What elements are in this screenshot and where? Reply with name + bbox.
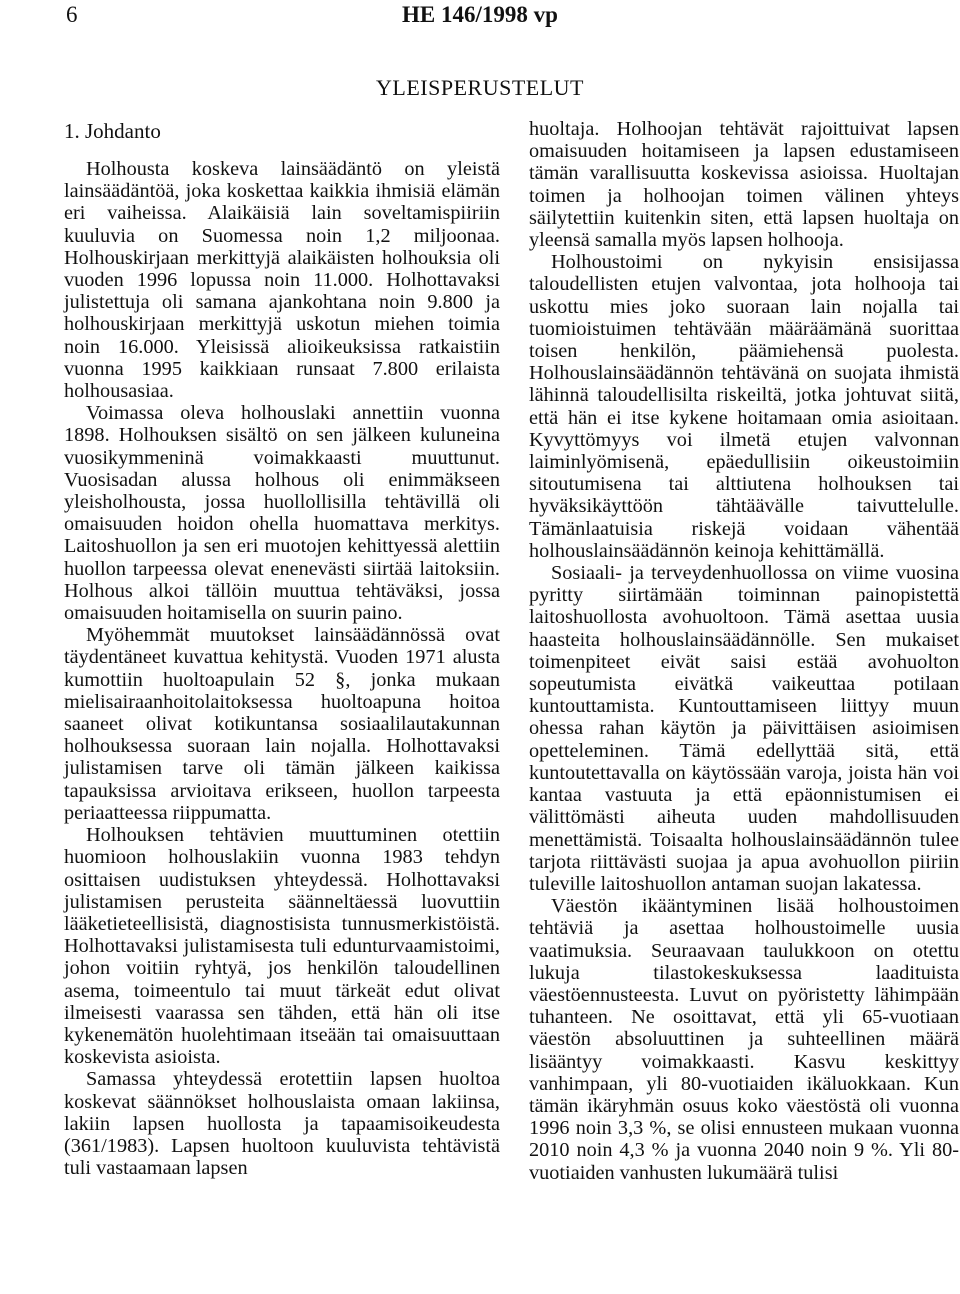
paragraph: Väestön ikääntyminen lisää holhoustoimen tehtäviä ja asettaa holhoustoimelle uusia vaatimuksia. Seuraavaan taulukkoon on otettu lukuja tilastokeskuksessa laadituista väestöennusteesta. Luvut on pyöristetty lähimpään tuhanteen. Ne osoittavat, että yli 65-vuotiaan väestön absoluuttinen ja suhteellinen määrä lisääntyy voimakkaasti. Kasvu keskittyy vanhimpaan, yli 80-vuotiaiden ikäluokkaan. Kun tämän ikäryhmän osuus koko väestöstä oli vuonna 1996 noin 3,3 %, se olisi ennusteen mukaan vuonna 2010 noin 4,3 % ja vuonna 2040 noin 9 %. Yli 80-vuotiaiden vanhusten lukumäärä tulisi <box>529 895 959 1184</box>
document-id: HE 146/1998 vp <box>402 2 558 27</box>
chapter-heading: 1. Johdanto <box>64 119 161 143</box>
section-title: YLEISPERUSTELUT <box>376 75 584 100</box>
paragraph: Holhoustoimi on nykyisin ensisijassa taloudellisten etujen valvontaa, jota holhooja tai uskottu mies joko suoraan lain nojalla tai tuomioistuimen tehtävään määräämänä suorittaa toisen henkilön, päämiehensä puolesta. Holhouslainsäädännön tehtävänä on suojata ihmistä lähinnä taloudellisilta riskeiltä, jotka johtuvat siitä, että hän ei itse kykene hoitamaan omia asioitaan. Kyvyttömyys voi ilmetä etujen valvonnan laiminlyömisenä, epäedullisiin oikeustoimiin sitoutumisena tai alttiutena holhouksen tai hyväksikäyttöön tähtäävälle taivuttelulle. Tämänlaatuisia riskejä voidaan vähentää holhouslainsäädännön keinoja kehittämällä. <box>529 251 959 562</box>
paragraph-continued: huoltaja. Holhoojan tehtävät rajoittuivat lapsen omaisuuden hoitamiseen ja lapsen edustamiseen tämän varallisuutta koskevissa asioissa. Huoltajan toimen ja holhoojan toimen välinen yhteys säilytettiin kuitenkin siten, että lapsen huoltaja on yleensä samalla myös lapsen holhooja. <box>529 118 959 252</box>
paragraph: Voimassa oleva holhouslaki annettiin vuonna 1898. Holhouksen sisältö on sen jälkeen kuluneina vuosikymmeninä voimakkaasti muuttunut. Vuosisadan alussa holhous oli enimmäkseen yleisholhousta, jossa huollollisilla tehtävillä oli omaisuuden hoidon ohella huomattava merkitys. Laitoshuollon ja sen eri muotojen kehittyessä alettiin huollon tarpeessa olevat enenevästi siirtää laitoksiin. Holhous alkoi tällöin muuttua tehtäväksi, jossa omaisuuden hoitamisella on suurin paino. <box>64 402 500 625</box>
paragraph: Samassa yhteydessä erotettiin lapsen huoltoa koskevat säännökset holhouslaista omaan lakiinsa, lakiin lapsen huollosta ja tapaamisoikeudesta (361/1983). Lapsen huoltoon kuuluvista tehtävistä tuli vastaamaan lapsen <box>64 1068 500 1180</box>
page-number: 6 <box>66 2 78 27</box>
paragraph: Holhousta koskeva lainsäädäntö on yleistä lainsäädäntöä, joka koskettaa kaikkia ihmisiä elämän eri vaiheissa. Alaikäisiä lain soveltamispiiriin kuuluvia on Suomessa noin 1,2 miljoonaa. Holhouskirjaan merkittyjä alaikäisten holhouksia oli vuoden 1996 lopussa noin 11.000. Holhottavaksi julistettuja oli samana ajankohtana noin 9.800 ja holhouskirjaan merkittyjä uskotun miehen toimia noin 16.000. Yleisissä alioikeuksissa ratkaistiin vuonna 1995 kaikkiaan runsaat 7.800 erilaista holhousasiaa. <box>64 158 500 403</box>
paragraph: Sosiaali- ja terveydenhuollossa on viime vuosina pyritty siirtämään toiminnan painopistettä laitoshuollosta avohuoltoon. Tämä asettaa uusia haasteita holhouslainsäädännölle. Sen mukaiset toimenpiteet eivät saisi estää avohuolton sopeutumista eivätkä vaikeuttaa potilaan kuntouttamista. Kuntouttamiseen liittyy muun ohessa rahan käytön ja päivittäisen asioimisen opetteleminen. Tämä edellyttää sitä, että kuntoutettavalla on käytössään varoja, joista hän voi kantaa vastuuta ja että epäonnistumisen ei välittömästi aiheuta uuden mahdollisuuden menettämistä. Toisaalta holhouslainsäädännön tulee tarjota riittävästi suojaa ja apua avohuollon piiriin tuleville laitoshuollon antaman suojan lakatessa. <box>529 562 959 895</box>
paragraph: Myöhemmät muutokset lainsäädännössä ovat täydentäneet kuvattua kehitystä. Vuoden 1971 alusta kumottiin huoltoapulain 52 §, jonka mukaan mielisairaanhoitolaitoksessa huoltoapuna hoitoa saaneet olivat kotikuntansa sosiaalilautakunnan holhouksessa suoraan lain nojalla. Holhottavaksi julistamisen tarve oli tämän jälkeen kaikissa tapauksissa arvioitava erikseen, huollon tarpeesta periaatteessa riippumatta. <box>64 624 500 824</box>
left-column <box>64 118 500 1179</box>
paragraph: Holhouksen tehtävien muuttuminen otettiin huomioon holhouslakiin vuonna 1983 tehdyn osittaisen uudistuksen yhteydessä. Holhottavaksi julistamisen perusteita säänneltäessä luovuttiin lääketieteellisistä, diagnostisista tunnusmerkistöistä. Holhottavaksi julistamisesta tuli edunturvaamistoimi, johon voitiin ryhtyä, jos henkilön taloudellinen asema, toimeentulo tai muut tärkeät edut olivat ilmeisesti vaarassa sen tähden, että hän oli itse kykenemätön huolehtimaan itseään tai omaisuuttaan koskevista asioista. <box>64 824 500 1069</box>
right-column <box>529 118 959 1184</box>
